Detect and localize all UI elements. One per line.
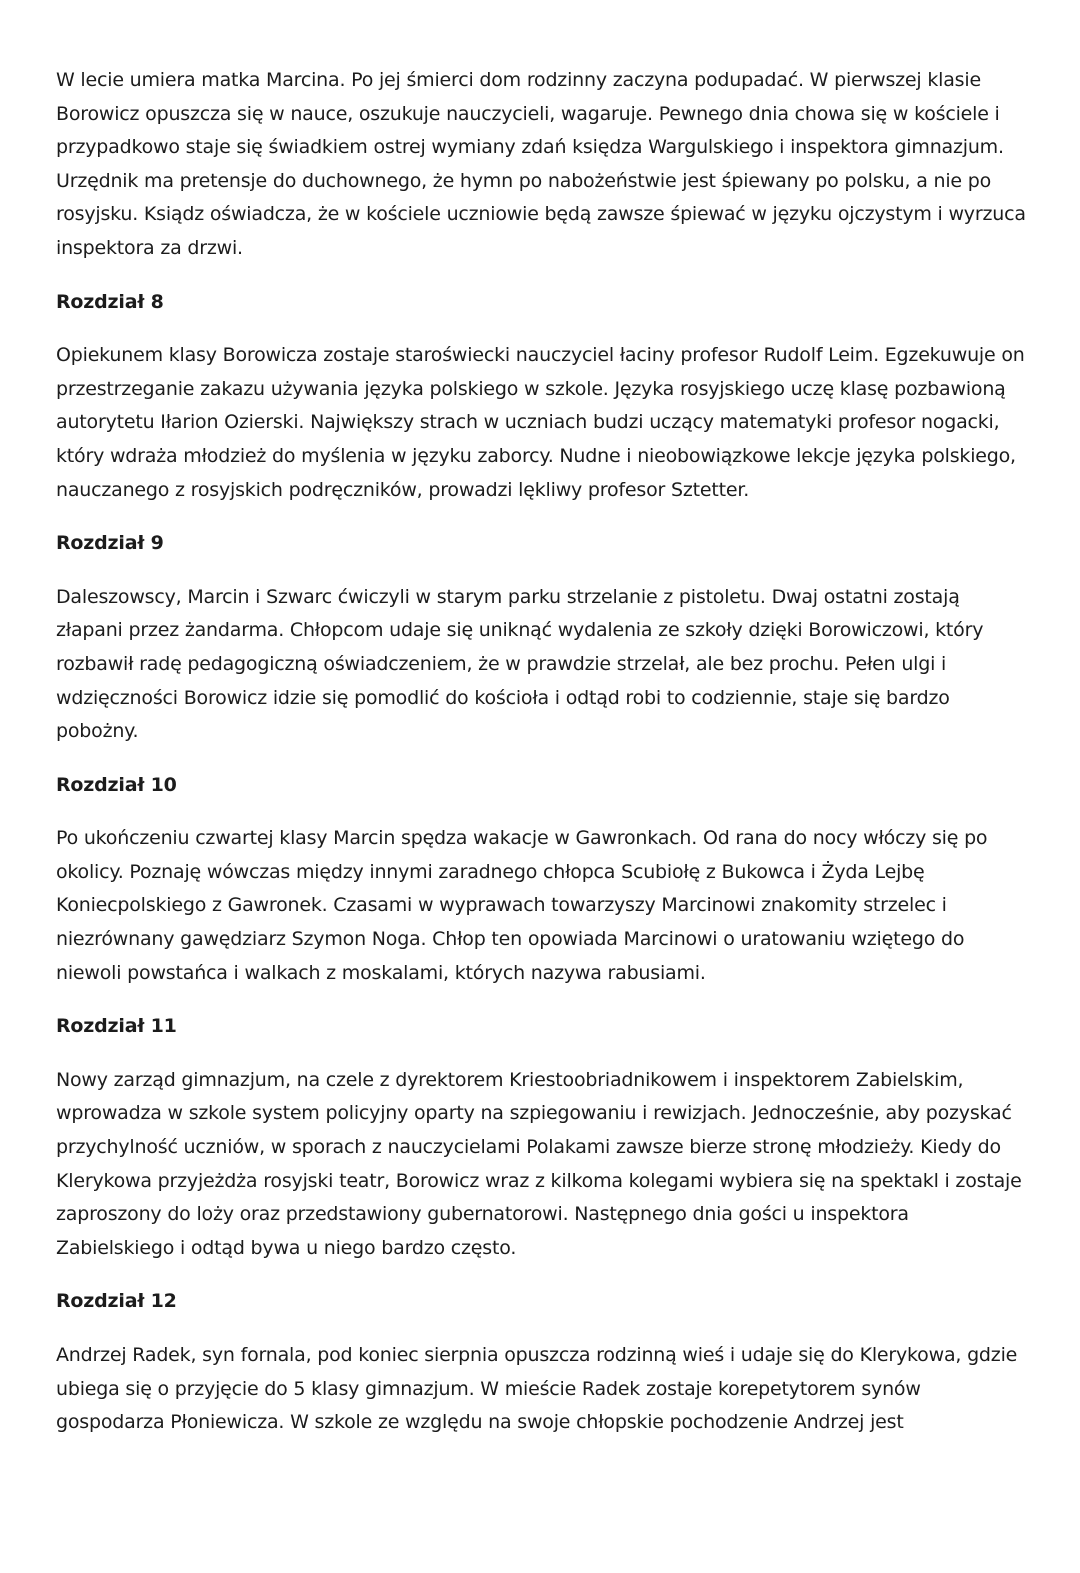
paragraph-chapter-11: Nowy zarząd gimnazjum, na czele z dyrektorem Kriestoobriadnikowem i inspektorem Zabielskim, wprowadza w szkole system policyjny oparty na szpiegowaniu i rewizjach. Jednocześnie, aby pozyskać przychylność uczniów, w sporach z nauczycielami Polakami zawsze bierze stronę młodzieży. Kiedy do Klerykowa przyjeżdża rosyjski teatr, Borowicz wraz z kilkoma kolegami wybiera się na spektakl i zostaje zaproszony do loży oraz przedstawiony gubernatorowi. Następnego dnia gości u inspektora Zabielskiego i odtąd bywa u niego bardzo często. [56,1068,1022,1259]
document-page [56,64,1026,1440]
paragraph-chapter-8: Opiekunem klasy Borowicza zostaje staroświecki nauczyciel łaciny profesor Rudolf Leim. Egzekuwuje on przestrzeganie zakazu używania języka polskiego w szkole. Języka rosyjskiego uczę klasę pozbawioną autorytetu Iłarion Ozierski. Największy strach w uczniach budzi uczący matematyki profesor nogacki, który wdraża młodzież do myślenia w języku zaborcy. Nudne i nieobowiązkowe lekcje języka polskiego, nauczanego z rosyjskich podręczników, prowadzi lękliwy profesor Sztetter. [56,344,1025,501]
heading-chapter-12: Rozdział 12 [56,1290,177,1313]
heading-chapter-10: Rozdział 10 [56,773,177,796]
paragraph-chapter-12: Andrzej Radek, syn fornala, pod koniec sierpnia opuszcza rodzinną wieś i udaje się do Klerykowa, gdzie ubiega się o przyjęcie do 5 klasy gimnazjum. W mieście Radek zostaje korepetytorem synów gospodarza Płoniewicza. W szkole ze względu na swoje chłopskie pochodzenie Andrzej jest [56,1344,1018,1434]
paragraph-chapter-9: Daleszowscy, Marcin i Szwarc ćwiczyli w starym parku strzelanie z pistoletu. Dwaj ostatni zostają złapani przez żandarma. Chłopcom udaje się uniknąć wydalenia ze szkoły dzięki Borowiczowi, który rozbawił radę pedagogiczną oświadczeniem, że w prawdzie strzelał, ale bez prochu. Pełen ulgi i wdzięczności Borowicz idzie się pomodlić do kościoła i odtąd robi to codziennie, staje się bardzo pobożny. [56,585,984,743]
heading-chapter-11: Rozdział 11 [56,1015,177,1038]
heading-chapter-8: Rozdział 8 [56,290,164,313]
paragraph-chapter-10: Po ukończeniu czwartej klasy Marcin spędza wakacje w Gawronkach. Od rana do nocy włóczy się po okolicy. Poznaję wówczas między innymi zaradnego chłopca Scubiołę z Bukowca i Żyda Lejbę Koniecpolskiego z Gawronek. Czasami w wyprawach towarzyszy Marcinowi znakomity strzelec i niezrównany gawędziarz Szymon Noga. Chłop ten opowiada Marcinowi o uratowaniu wziętego do niewoli powstańca i walkach z moskalami, których nazywa rabusiami. [56,827,988,984]
paragraph-intro: W lecie umiera matka Marcina. Po jej śmierci dom rodzinny zaczyna podupadać. W pierwszej klasie Borowicz opuszcza się w nauce, oszukuje nauczycieli, wagaruje. Pewnego dnia chowa się w kościele i przypadkowo staje się świadkiem ostrej wymiany zdań księdza Wargulskiego i inspektora gimnazjum. Urzędnik ma pretensje do duchownego, że hymn po nabożeństwie jest śpiewany po polsku, a nie po rosyjsku. Ksiądz oświadcza, że w kościele uczniowie będą zawsze śpiewać w języku ojczystym i wyrzuca inspektora za drzwi. [56,69,1026,259]
heading-chapter-9: Rozdział 9 [56,532,164,555]
